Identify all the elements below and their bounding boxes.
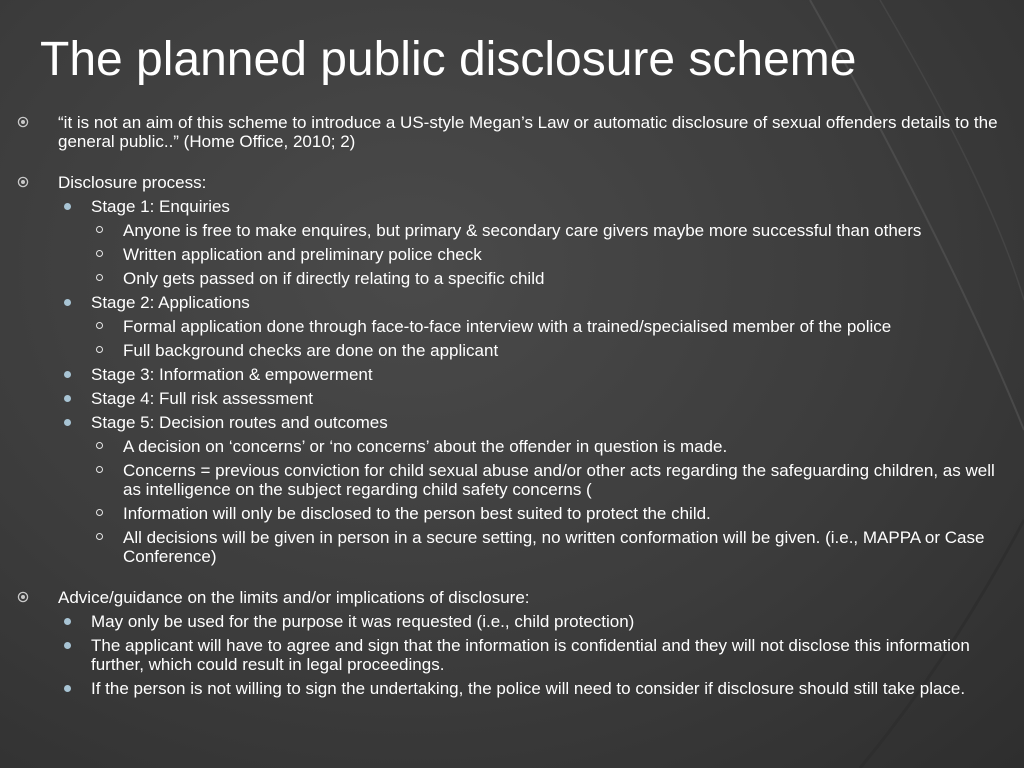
stage1-item-text: Written application and preliminary police check	[123, 245, 482, 264]
advice-item	[0, 679, 1024, 698]
advice-item-text: The applicant will have to agree and sign that the information is confidential and they will not disclose this information further, which could result in legal proceedings.	[91, 636, 970, 674]
dot-bullet-icon	[64, 419, 71, 426]
stage2-item-text: Full background checks are done on the applicant	[123, 341, 499, 360]
slide-title: The planned public disclosure scheme	[40, 33, 857, 86]
stage2-label: Stage 2: Applications	[91, 293, 250, 312]
stage5-item-text: All decisions will be given in person in a secure setting, no written conformation will be given. (i.e., MAPPA or Case Conference)	[123, 528, 985, 566]
advice-item	[0, 636, 1024, 674]
stage4-label: Stage 4: Full risk assessment	[91, 389, 314, 408]
ring-bullet-icon	[96, 346, 103, 353]
advice-item-text: May only be used for the purpose it was requested (i.e., child protection)	[91, 612, 635, 631]
slide-content	[0, 113, 1024, 698]
dot-bullet-icon	[64, 203, 71, 210]
ring-bullet-icon	[96, 533, 103, 540]
stage5-item	[0, 528, 1024, 566]
dot-bullet-icon	[64, 299, 71, 306]
ring-bullet-icon	[96, 274, 103, 281]
stage5-item-text: A decision on ‘concerns’ or ‘no concerns’ about the offender in question is made.	[123, 437, 728, 456]
circle-dot-bullet-icon	[17, 591, 29, 603]
stage1-item	[0, 245, 1024, 264]
ring-bullet-icon	[96, 226, 103, 233]
stage1-item-text: Anyone is free to make enquires, but primary & secondary care givers maybe more successful than others	[123, 221, 922, 240]
advice-item	[0, 612, 1024, 631]
ring-bullet-icon	[96, 509, 103, 516]
ring-bullet-icon	[96, 442, 103, 449]
stage5-item-text: Concerns = previous conviction for child sexual abuse and/or other acts regarding the safeguarding children, as well as intelligence on the subject regarding child safety concerns (	[123, 461, 995, 499]
stage1-item	[0, 269, 1024, 288]
stage5-bullet	[0, 413, 1024, 432]
dot-bullet-icon	[64, 618, 71, 625]
dot-bullet-icon	[64, 371, 71, 378]
stage1-item-text: Only gets passed on if directly relating to a specific child	[123, 269, 545, 288]
stage3-bullet	[0, 365, 1024, 384]
stage5-item-text: Information will only be disclosed to the person best suited to protect the child.	[123, 504, 711, 523]
stage4-bullet	[0, 389, 1024, 408]
advice-heading: Advice/guidance on the limits and/or implications of disclosure:	[58, 588, 530, 607]
circle-dot-bullet-icon	[17, 176, 29, 188]
ring-bullet-icon	[96, 466, 103, 473]
stage1-bullet	[0, 197, 1024, 216]
stage2-item	[0, 341, 1024, 360]
dot-bullet-icon	[64, 642, 71, 649]
process-heading: Disclosure process:	[58, 173, 207, 192]
stage1-label: Stage 1: Enquiries	[91, 197, 230, 216]
stage2-item	[0, 317, 1024, 336]
quote-text: “it is not an aim of this scheme to introduce a US-style Megan’s Law or automatic disclosure of sexual offenders details to the general public..” (Home Office, 2010; 2)	[58, 113, 998, 151]
stage5-item	[0, 461, 1024, 499]
stage5-item	[0, 437, 1024, 456]
process-heading-bullet	[0, 173, 1024, 192]
advice-heading-bullet	[0, 588, 1024, 607]
quote-bullet	[0, 113, 1024, 151]
stage1-item	[0, 221, 1024, 240]
ring-bullet-icon	[96, 322, 103, 329]
stage3-label: Stage 3: Information & empowerment	[91, 365, 373, 384]
dot-bullet-icon	[64, 395, 71, 402]
dot-bullet-icon	[64, 685, 71, 692]
stage5-item	[0, 504, 1024, 523]
advice-item-text: If the person is not willing to sign the undertaking, the police will need to consider if disclosure should still take place.	[91, 679, 966, 698]
circle-dot-bullet-icon	[17, 116, 29, 128]
ring-bullet-icon	[96, 250, 103, 257]
stage2-bullet	[0, 293, 1024, 312]
stage2-item-text: Formal application done through face-to-face interview with a trained/specialised member of the police	[123, 317, 892, 336]
stage5-label: Stage 5: Decision routes and outcomes	[91, 413, 388, 432]
